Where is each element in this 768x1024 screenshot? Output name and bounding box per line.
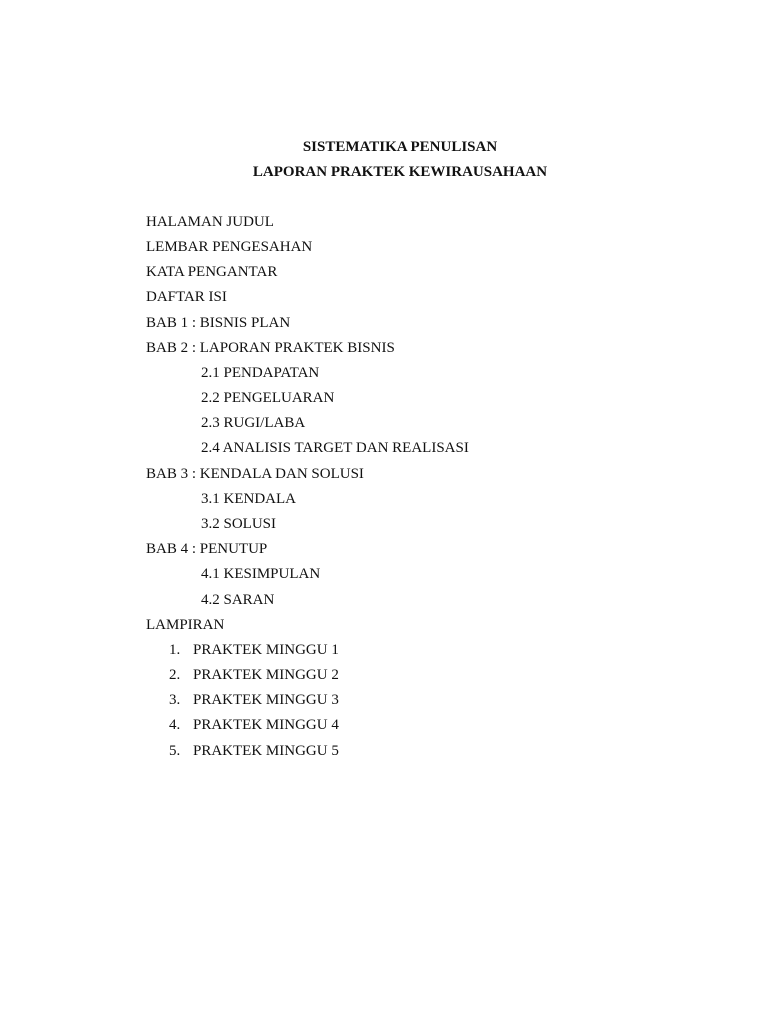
section-lembar-pengesahan: LEMBAR PENGESAHAN (146, 239, 313, 255)
subsection-3-2: 3.2 SOLUSI (201, 516, 277, 532)
list-item-label: PRAKTEK MINGGU 5 (193, 743, 339, 759)
list-item-label: PRAKTEK MINGGU 3 (193, 692, 339, 708)
section-daftar-isi: DAFTAR ISI (146, 289, 227, 305)
subsection-3-1: 3.1 KENDALA (201, 491, 296, 507)
section-bab-3: BAB 3 : KENDALA DAN SOLUSI (146, 466, 364, 482)
subsection-2-3: 2.3 RUGI/LABA (201, 415, 306, 431)
section-kata-pengantar: KATA PENGANTAR (146, 264, 278, 280)
document-title: SISTEMATIKA PENULISAN (302, 139, 498, 155)
list-item-number: 4. (169, 717, 181, 733)
subsection-2-2: 2.2 PENGELUARAN (201, 390, 335, 406)
section-halaman-judul: HALAMAN JUDUL (146, 214, 274, 230)
subsection-2-4: 2.4 ANALISIS TARGET DAN REALISASI (201, 440, 469, 456)
list-item-number: 3. (169, 692, 181, 708)
list-item-label: PRAKTEK MINGGU 1 (193, 642, 339, 658)
document-subtitle: LAPORAN PRAKTEK KEWIRAUSAHAAN (252, 164, 548, 180)
list-item-number: 1. (169, 642, 181, 658)
list-item-number: 2. (169, 667, 181, 683)
list-item-label: PRAKTEK MINGGU 4 (193, 717, 339, 733)
section-bab-4: BAB 4 : PENUTUP (146, 541, 268, 557)
subsection-2-1: 2.1 PENDAPATAN (201, 365, 320, 381)
list-item-number: 5. (169, 743, 181, 759)
section-lampiran: LAMPIRAN (146, 617, 225, 633)
section-bab-1: BAB 1 : BISNIS PLAN (146, 315, 291, 331)
subsection-4-1: 4.1 KESIMPULAN (201, 566, 321, 582)
subsection-4-2: 4.2 SARAN (201, 592, 275, 608)
list-item-label: PRAKTEK MINGGU 2 (193, 667, 339, 683)
section-bab-2: BAB 2 : LAPORAN PRAKTEK BISNIS (146, 340, 395, 356)
